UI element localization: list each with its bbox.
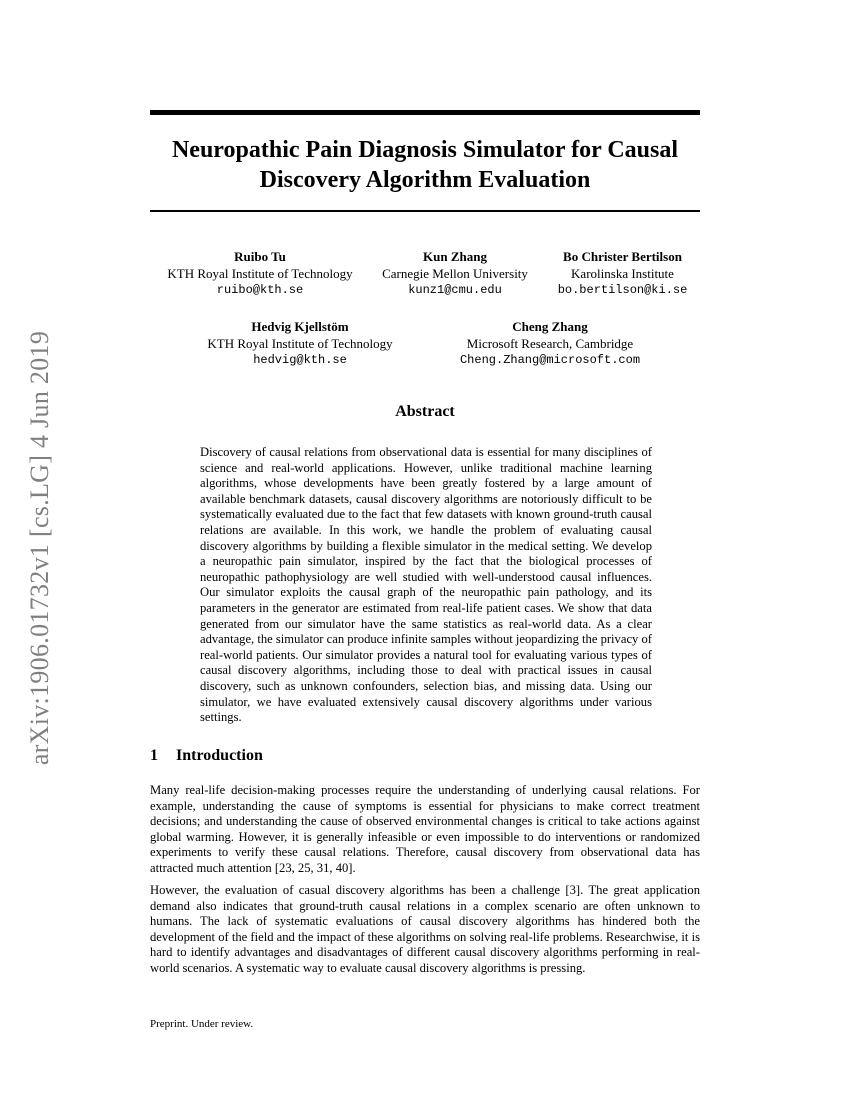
author-block (150, 248, 370, 299)
section-title: Introduction (176, 747, 263, 764)
author-email[interactable]: hedvig@kth.se (253, 353, 347, 367)
abstract-text: Discovery of causal relations from observational data is essential for many disciplines of science and real-world applications. However, unlike traditional machine learning algorithms, whose developments have been greatly fostered by a large amount of available benchmark datasets, causal discovery algorithms are notoriously difficult to be systematically evaluated due to the fact that few datasets with known ground-truth causal relations are available. In this work, we handle the problem of evaluating causal discovery algorithms by building a flexible simulator in the medical setting. We develop a neuropathic pain simulator, inspired by the fact that the biological processes of neuropathic pathophysiology are well studied with well-understood causal influences. Our simulator exploits the causal graph of the neuropathic pain pathology, and its parameters in the generator are estimated from real-life patient cases. We show that data generated from our simulator have the same statistics as real-world data. As a clear advantage, the simulator can produce infinite samples without jeopardizing the privacy of real-world patients. Our simulator provides a natural tool for evaluating various types of causal discovery algorithms, including those to deal with practical issues in causal discovery, such as unknown confounders, selection bias, and missing data. Using our simulator, we have evaluated extensively causal discovery algorithms under various settings. (200, 445, 652, 725)
author-block (370, 248, 540, 299)
author-name: Cheng Zhang (512, 319, 588, 334)
author-block (440, 318, 660, 369)
paragraph: However, the evaluation of casual discovery algorithms has been a challenge [3]. The great application demand also indicates that ground-truth causal relations in a complex scenario are often unknown to humans. The lack of systematic evaluations of causal discovery algorithms has hindered both the development of the field and the impact of these algorithms on solving real-life problems. Researchwise, it is hard to identify advantages and disadvantages of different causal discovery algorithms performing in real-world scenarios. A systematic way to evaluate causal discovery algorithms is pressing. (150, 883, 700, 975)
author-block (535, 248, 710, 299)
author-email[interactable]: ruibo@kth.se (216, 283, 304, 297)
abstract-heading: Abstract (395, 403, 455, 420)
paragraph: Many real-life decision-making processes require the understanding of underlying causal relations. For example, understanding the cause of symptoms is essential for physicians to make correct treatment decisions; and understanding the cause of observed environmental changes is critical to take actions against global warming. However, it is generally infeasible or even impossible to do interventions or randomized experiments to verify these causal relations. Therefore, causal discovery from observational data has attracted much attention [23, 25, 31, 40]. (150, 783, 700, 875)
paper-title: Neuropathic Pain Diagnosis Simulator for Causal Discovery Algorithm Evaluation (171, 137, 679, 193)
author-name: Hedvig Kjellstöm (251, 319, 349, 334)
author-name: Ruibo Tu (234, 249, 286, 264)
author-email[interactable]: bo.bertilson@ki.se (557, 283, 688, 297)
author-name: Bo Christer Bertilson (563, 249, 682, 264)
author-affiliation: KTH Royal Institute of Technology (167, 266, 353, 281)
section-number: 1 (150, 747, 158, 764)
author-email[interactable]: Cheng.Zhang@microsoft.com (459, 353, 641, 367)
footer-note: Preprint. Under review. (150, 1018, 254, 1030)
author-affiliation: Carnegie Mellon University (382, 266, 528, 281)
author-affiliation: KTH Royal Institute of Technology (207, 336, 393, 351)
author-affiliation: Microsoft Research, Cambridge (466, 336, 634, 351)
title-top-rule (150, 110, 700, 115)
author-block (190, 318, 410, 369)
title-bottom-rule (150, 210, 700, 212)
section-heading (150, 747, 263, 765)
author-email[interactable]: kunz1@cmu.edu (408, 283, 502, 297)
author-name: Kun Zhang (423, 249, 487, 264)
author-affiliation: Karolinska Institute (571, 266, 674, 281)
arxiv-watermark: arXiv:1906.01732v1 [cs.LG] 4 Jun 2019 (25, 330, 54, 766)
